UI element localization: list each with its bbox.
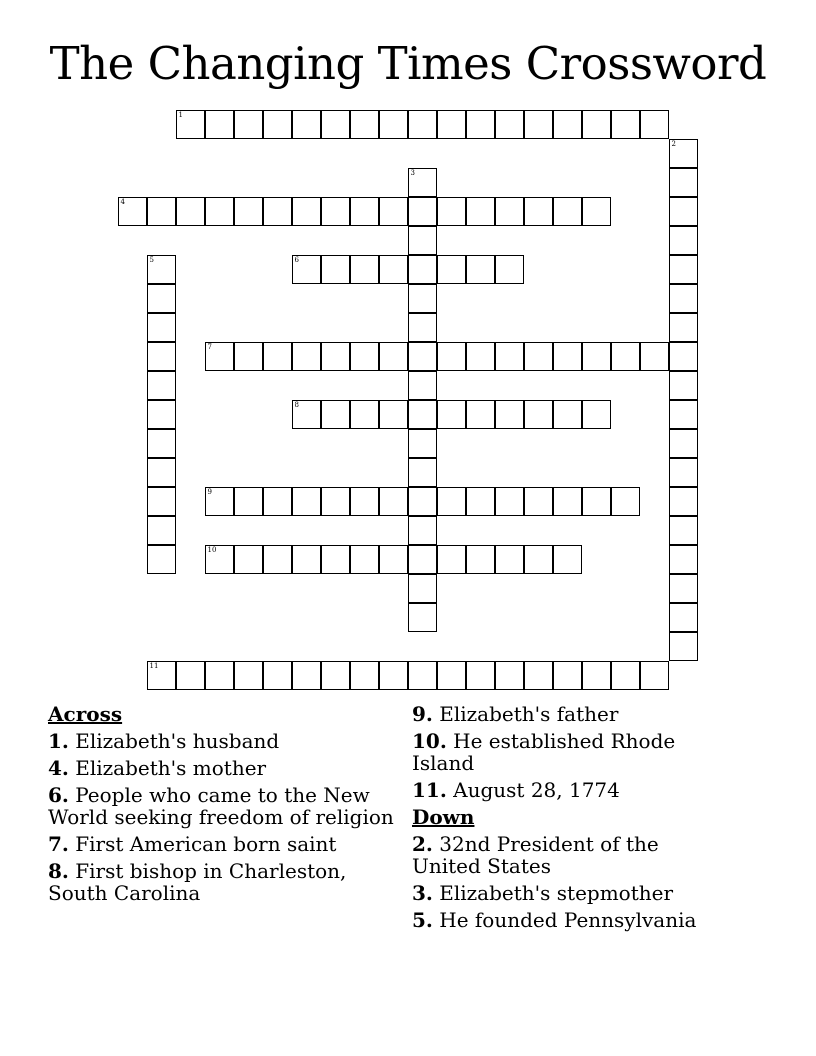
grid-cell[interactable] (466, 400, 495, 429)
grid-cell[interactable] (524, 342, 553, 371)
grid-cell[interactable] (118, 197, 147, 226)
clue-number: 7. (48, 832, 69, 856)
grid-cell[interactable] (408, 603, 437, 632)
grid-cell[interactable] (408, 574, 437, 603)
clue-text: He founded Pennsylvania (439, 908, 697, 932)
grid-cell[interactable] (582, 342, 611, 371)
clue-text: Elizabeth's father (439, 702, 619, 726)
grid-cell[interactable] (408, 342, 437, 371)
across-clue (48, 860, 398, 904)
grid-cell[interactable] (321, 661, 350, 690)
grid-cell[interactable] (495, 110, 524, 139)
grid-cell[interactable] (263, 545, 292, 574)
grid-cell[interactable] (669, 458, 698, 487)
grid-cell[interactable] (437, 342, 466, 371)
grid-cell[interactable] (292, 487, 321, 516)
grid-cell[interactable] (205, 487, 234, 516)
clue-number: 5. (412, 908, 433, 932)
grid-cell[interactable] (350, 110, 379, 139)
grid-cell[interactable] (321, 400, 350, 429)
grid-cell[interactable] (350, 342, 379, 371)
grid-cell[interactable] (292, 661, 321, 690)
across-clue (412, 779, 712, 801)
grid-cell[interactable] (292, 400, 321, 429)
grid-cell[interactable] (437, 487, 466, 516)
grid-cell[interactable] (263, 661, 292, 690)
grid-cell[interactable] (437, 197, 466, 226)
grid-cell[interactable] (669, 516, 698, 545)
down-clue (412, 833, 712, 877)
grid-cell[interactable] (321, 545, 350, 574)
grid-cell[interactable] (437, 545, 466, 574)
grid-cell[interactable] (466, 487, 495, 516)
grid-cell[interactable] (553, 110, 582, 139)
grid-cell[interactable] (292, 197, 321, 226)
grid-cell[interactable] (292, 110, 321, 139)
grid-cell[interactable] (669, 255, 698, 284)
cell-number: 7 (207, 342, 212, 351)
grid-cell[interactable] (408, 168, 437, 197)
grid-cell[interactable] (147, 661, 176, 690)
grid-cell[interactable] (321, 110, 350, 139)
grid-cell[interactable] (582, 661, 611, 690)
grid-cell[interactable] (495, 487, 524, 516)
cell-number: 1 (178, 110, 183, 119)
grid-cell[interactable] (350, 545, 379, 574)
grid-cell[interactable] (495, 545, 524, 574)
grid-cell[interactable] (437, 400, 466, 429)
grid-cell[interactable] (379, 342, 408, 371)
grid-cell[interactable] (321, 487, 350, 516)
clue-text: 32nd President of the United States (412, 832, 659, 878)
grid-cell[interactable] (147, 458, 176, 487)
grid-cell[interactable] (263, 342, 292, 371)
grid-cell[interactable] (263, 487, 292, 516)
grid-cell[interactable] (176, 661, 205, 690)
grid-cell[interactable] (611, 661, 640, 690)
grid-cell[interactable] (466, 661, 495, 690)
grid-cell[interactable] (466, 545, 495, 574)
grid-cell[interactable] (234, 110, 263, 139)
cell-number: 3 (410, 168, 415, 177)
clue-number: 1. (48, 729, 69, 753)
clue-text: Elizabeth's husband (75, 729, 280, 753)
grid-cell[interactable] (205, 110, 234, 139)
grid-cell[interactable] (669, 429, 698, 458)
grid-cell[interactable] (379, 400, 408, 429)
clue-number: 4. (48, 756, 69, 780)
cell-number: 10 (207, 545, 217, 554)
grid-cell[interactable] (379, 545, 408, 574)
clue-number: 9. (412, 702, 433, 726)
grid-cell[interactable] (669, 545, 698, 574)
grid-cell[interactable] (553, 545, 582, 574)
grid-cell[interactable] (495, 400, 524, 429)
across-clue (48, 833, 398, 855)
cell-number: 8 (294, 400, 299, 409)
grid-cell[interactable] (176, 197, 205, 226)
grid-cell[interactable] (408, 487, 437, 516)
grid-cell[interactable] (205, 545, 234, 574)
grid-cell[interactable] (669, 342, 698, 371)
grid-cell[interactable] (408, 545, 437, 574)
cell-number: 6 (294, 255, 299, 264)
grid-cell[interactable] (147, 487, 176, 516)
cell-number: 2 (671, 139, 676, 148)
grid-cell[interactable] (553, 342, 582, 371)
clue-number: 8. (48, 859, 69, 883)
grid-cell[interactable] (147, 516, 176, 545)
grid-cell[interactable] (437, 110, 466, 139)
grid-cell[interactable] (408, 284, 437, 313)
grid-cell[interactable] (263, 110, 292, 139)
grid-cell[interactable] (524, 545, 553, 574)
across-clue (412, 730, 712, 774)
grid-cell[interactable] (205, 197, 234, 226)
grid-cell[interactable] (263, 197, 292, 226)
grid-cell[interactable] (350, 661, 379, 690)
grid-cell[interactable] (611, 110, 640, 139)
grid-cell[interactable] (611, 487, 640, 516)
clues-right-column (412, 703, 712, 936)
grid-cell[interactable] (524, 197, 553, 226)
grid-cell[interactable] (437, 255, 466, 284)
clue-text: First bishop in Charleston, South Carolina (48, 859, 347, 905)
grid-cell[interactable] (147, 313, 176, 342)
across-heading: Across (48, 702, 123, 726)
clue-number: 6. (48, 783, 69, 807)
grid-cell[interactable] (524, 400, 553, 429)
grid-cell[interactable] (553, 661, 582, 690)
cell-number: 9 (207, 487, 212, 496)
clue-text: People who came to the New World seeking freedom of religion (48, 783, 394, 829)
grid-cell[interactable] (321, 342, 350, 371)
grid-cell[interactable] (379, 197, 408, 226)
clue-text: Elizabeth's stepmother (439, 881, 674, 905)
clue-text: Elizabeth's mother (75, 756, 267, 780)
across-clue (412, 703, 712, 725)
grid-cell[interactable] (176, 110, 205, 139)
grid-cell[interactable] (379, 661, 408, 690)
across-clue (48, 784, 398, 828)
grid-cell[interactable] (321, 255, 350, 284)
grid-cell[interactable] (379, 110, 408, 139)
grid-cell[interactable] (408, 313, 437, 342)
grid-cell[interactable] (669, 487, 698, 516)
grid-cell[interactable] (408, 110, 437, 139)
grid-cell[interactable] (582, 197, 611, 226)
grid-cell[interactable] (147, 197, 176, 226)
down-heading: Down (412, 805, 475, 829)
grid-cell[interactable] (408, 197, 437, 226)
grid-cell[interactable] (292, 545, 321, 574)
grid-cell[interactable] (669, 371, 698, 400)
grid-cell[interactable] (147, 342, 176, 371)
grid-cell[interactable] (292, 255, 321, 284)
grid-cell[interactable] (234, 661, 263, 690)
clue-text: First American born saint (75, 832, 337, 856)
grid-cell[interactable] (147, 400, 176, 429)
grid-cell[interactable] (582, 487, 611, 516)
grid-cell[interactable] (669, 168, 698, 197)
grid-cell[interactable] (408, 429, 437, 458)
grid-cell[interactable] (669, 197, 698, 226)
grid-cell[interactable] (408, 458, 437, 487)
grid-cell[interactable] (495, 342, 524, 371)
grid-cell[interactable] (408, 255, 437, 284)
grid-cell[interactable] (321, 197, 350, 226)
grid-cell[interactable] (495, 197, 524, 226)
cell-number: 4 (120, 197, 125, 206)
clue-text: August 28, 1774 (453, 778, 620, 802)
grid-cell[interactable] (437, 661, 466, 690)
grid-cell[interactable] (524, 110, 553, 139)
grid-cell[interactable] (669, 226, 698, 255)
grid-cell[interactable] (669, 400, 698, 429)
grid-cell[interactable] (669, 139, 698, 168)
grid-cell[interactable] (350, 255, 379, 284)
clue-number: 2. (412, 832, 433, 856)
grid-cell[interactable] (669, 574, 698, 603)
grid-cell[interactable] (379, 255, 408, 284)
clue-text: He established Rhode Island (412, 729, 676, 775)
grid-cell[interactable] (553, 400, 582, 429)
grid-cell[interactable] (147, 371, 176, 400)
grid-cell[interactable] (466, 110, 495, 139)
grid-cell[interactable] (669, 313, 698, 342)
grid-cell[interactable] (408, 226, 437, 255)
grid-cell[interactable] (205, 661, 234, 690)
grid-cell[interactable] (466, 342, 495, 371)
grid-cell[interactable] (234, 545, 263, 574)
clue-number: 11. (412, 778, 447, 802)
page-title: The Changing Times Crossword (49, 37, 767, 90)
grid-cell[interactable] (524, 661, 553, 690)
across-clue (48, 730, 398, 752)
grid-cell[interactable] (350, 197, 379, 226)
grid-cell[interactable] (147, 545, 176, 574)
grid-cell[interactable] (147, 255, 176, 284)
clue-number: 3. (412, 881, 433, 905)
grid-cell[interactable] (495, 661, 524, 690)
grid-cell[interactable] (234, 342, 263, 371)
grid-cell[interactable] (408, 371, 437, 400)
down-clue (412, 909, 712, 931)
down-clue (412, 882, 712, 904)
grid-cell[interactable] (350, 400, 379, 429)
grid-cell[interactable] (147, 284, 176, 313)
grid-cell[interactable] (466, 255, 495, 284)
grid-cell[interactable] (611, 342, 640, 371)
grid-cell[interactable] (205, 342, 234, 371)
grid-cell[interactable] (669, 603, 698, 632)
grid-cell[interactable] (234, 487, 263, 516)
grid-cell[interactable] (524, 487, 553, 516)
cell-number: 5 (149, 255, 154, 264)
grid-cell[interactable] (408, 661, 437, 690)
grid-cell[interactable] (234, 197, 263, 226)
cell-number: 11 (149, 661, 159, 670)
grid-cell[interactable] (495, 255, 524, 284)
across-clue (48, 757, 398, 779)
grid-cell[interactable] (408, 400, 437, 429)
grid-cell[interactable] (582, 110, 611, 139)
grid-cell[interactable] (553, 487, 582, 516)
grid-cell[interactable] (379, 487, 408, 516)
grid-cell[interactable] (640, 110, 669, 139)
grid-cell[interactable] (292, 342, 321, 371)
clue-number: 10. (412, 729, 447, 753)
grid-cell[interactable] (640, 342, 669, 371)
grid-cell[interactable] (669, 284, 698, 313)
grid-cell[interactable] (466, 197, 495, 226)
grid-cell[interactable] (350, 487, 379, 516)
grid-cell[interactable] (582, 400, 611, 429)
grid-cell[interactable] (408, 516, 437, 545)
grid-cell[interactable] (640, 661, 669, 690)
grid-cell[interactable] (553, 197, 582, 226)
grid-cell[interactable] (147, 429, 176, 458)
grid-cell[interactable] (669, 632, 698, 661)
clues-left-column (48, 703, 398, 909)
